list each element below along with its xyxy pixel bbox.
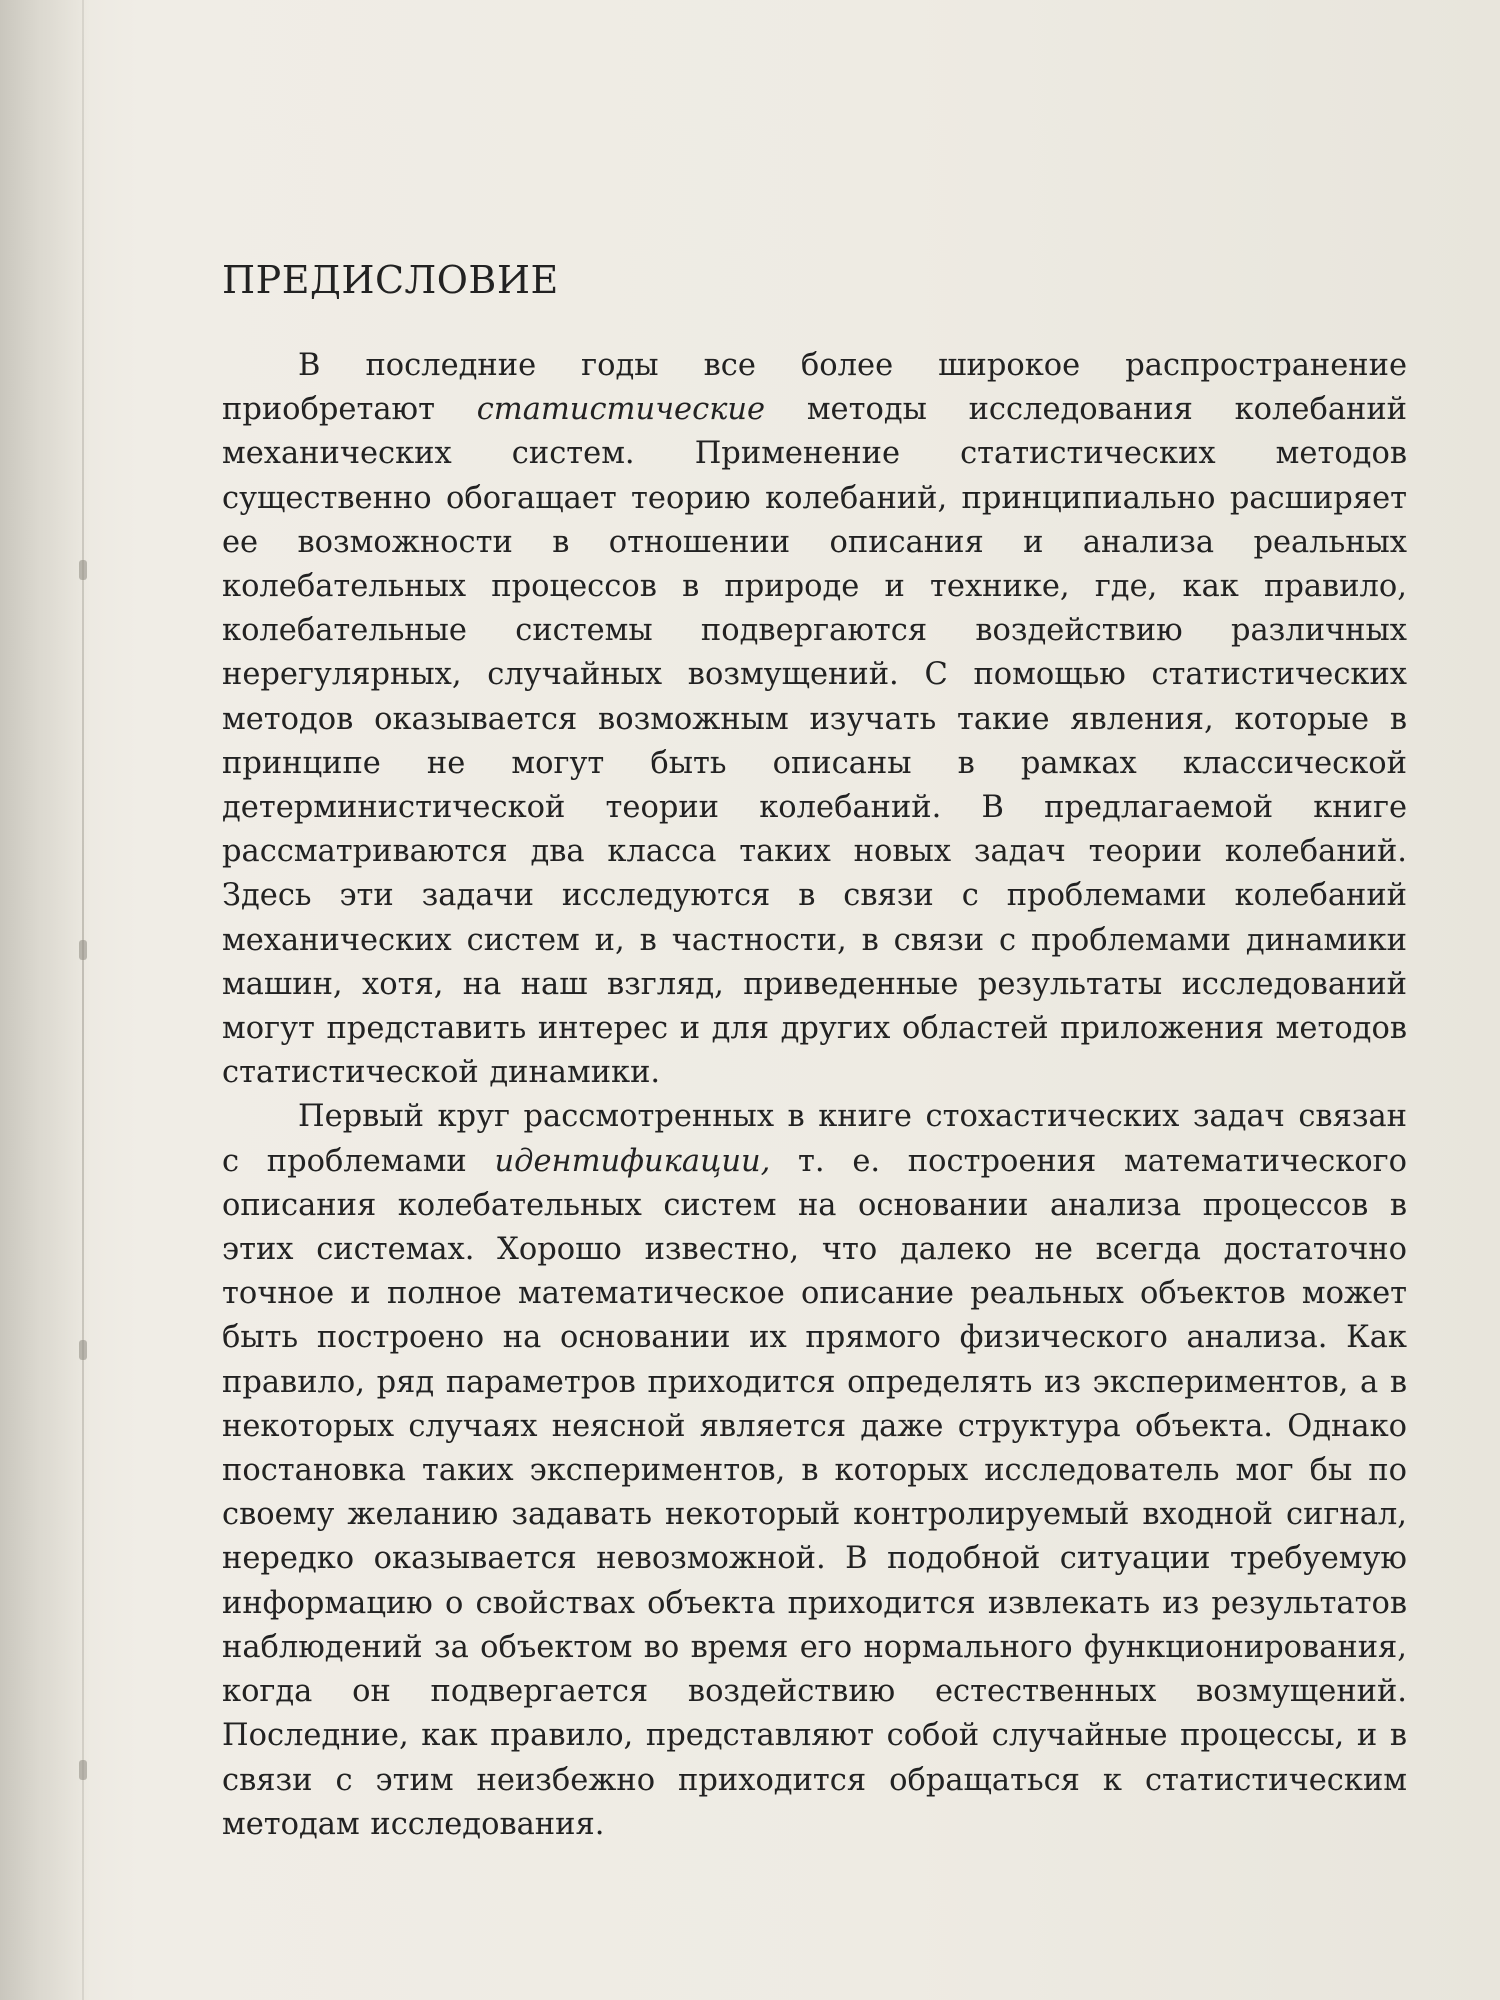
book-gutter — [0, 0, 90, 2000]
paragraph-1-text-a: В последние годы все более широкое распространение приобретают — [222, 348, 1407, 428]
paragraph-1-text-b: методы исследования колебаний механических систем. Применение статистических методов существенно обогащает теорию колебаний, принципиально расширяет ее возможности в отношении описания и анализа реальных колебательных процессов в природе и технике, где, как правило, колебательные системы подвергаются воздействию различных нерегулярных, случайных возмущений. С помощью статистических методов оказывается возможным изучать такие явления, которые в принципе не могут быть описаны в рамках классической детерминистической теории колебаний. В предлагаемой книге рассматриваются два класса таких новых задач теории колебаний. Здесь эти задачи исследуются в связи с проблемами колебаний механических систем и, в частности, в связи с проблемами динамики машин, хотя, на наш взгляд, приведенные результаты исследований могут представить интерес и для других областей приложения методов статистической динамики. — [222, 392, 1407, 1091]
binding-thread — [82, 0, 84, 2000]
paragraph-2-text-a: Первый круг рассмотренных в книге стохастических задач связан с проблемами — [222, 1099, 1407, 1179]
paragraph-1 — [222, 344, 1407, 1095]
binding-stitch — [79, 1760, 87, 1780]
binding-stitch — [79, 1340, 87, 1360]
paragraph-2-emphasis: идентификации, — [494, 1143, 771, 1179]
paragraph-2-text-b: т. е. построения математического описания колебательных систем на основании анализа процессов в этих системах. Хорошо известно, что далеко не всегда достаточно точное и полное математическое описание реальных объектов может быть построено на основании их прямого физического анализа. Как правило, ряд параметров приходится определять из экспериментов, а в некоторых случаях неясной является даже структура объекта. Однако постановка таких экспериментов, в которых исследователь мог бы по своему желанию задавать некоторый контролируемый входной сигнал, нередко оказывается невозможной. В подобной ситуации требуемую информацию о свойствах объекта приходится извлекать из результатов наблюдений за объектом во время его нормального функционирования, когда он подвергается воздействию естественных возмущений. Последние, как правило, представляют собой случайные процессы, и в связи с этим неизбежно приходится обращаться к статистическим методам исследования. — [222, 1143, 1408, 1842]
paragraph-2 — [222, 1095, 1407, 1846]
binding-stitch — [79, 560, 87, 580]
page-content — [222, 258, 1407, 1847]
paragraph-1-emphasis: статистические — [476, 392, 766, 428]
binding-stitch — [79, 940, 87, 960]
page-title: ПРЕДИСЛОВИЕ — [222, 258, 559, 302]
